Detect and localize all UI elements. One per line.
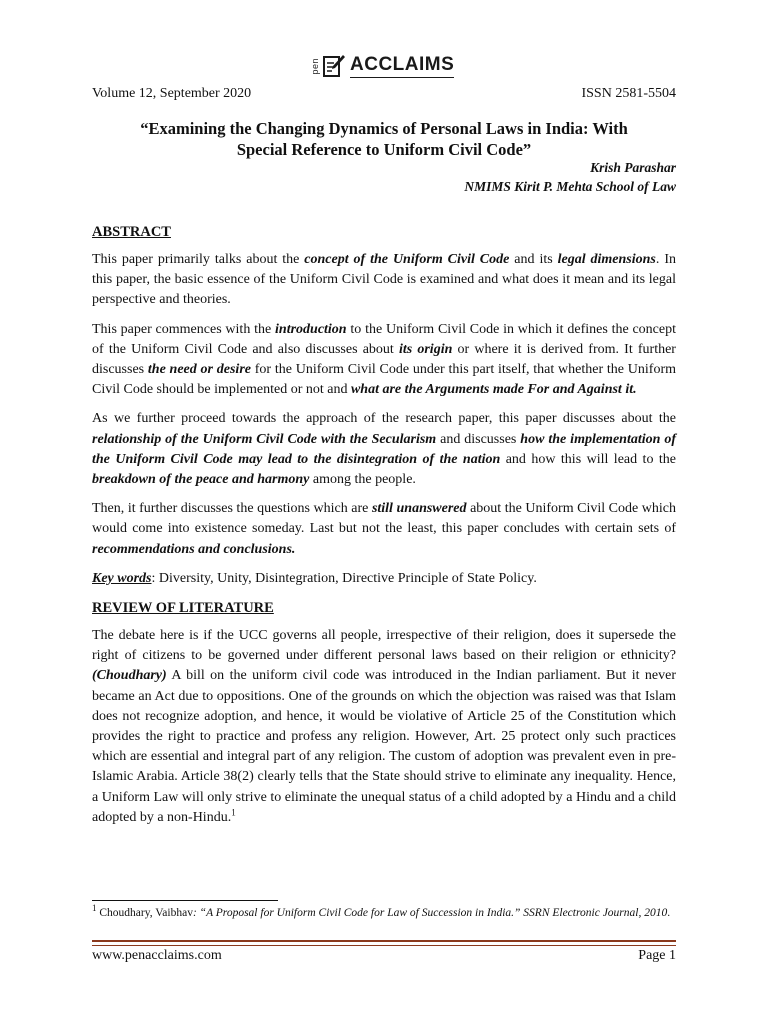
- title-line-2: Special Reference to Uniform Civil Code”: [236, 140, 532, 159]
- review-heading: REVIEW OF LITERATURE: [92, 600, 274, 617]
- issn-info: ISSN 2581-5504: [581, 86, 676, 101]
- keywords-label: Key words: [92, 570, 152, 586]
- journal-logo: [310, 48, 480, 84]
- footnote-number: 1: [92, 903, 97, 914]
- journal-meta: [92, 86, 676, 102]
- abstract-paragraph-3: As we further proceed towards the approach of the research paper, this paper discusses about the relationship of the Uniform Civil Code with the Secularism and discusses how the implementation of the Uniform Civil Code may lead to the disintegration of the nation and how this will lead to the breakdown of the peace and harmony among the people.: [92, 411, 676, 488]
- keywords-list: Diversity, Unity, Disintegration, Directive Principle of State Policy.: [155, 570, 537, 586]
- author-name: Krish Parashar: [590, 160, 676, 175]
- title-line-1: “Examining the Changing Dynamics of Personal Laws in India: With: [140, 119, 628, 138]
- footnote-citation: : “A Proposal for Uniform Civil Code for Law of Succession in India.” SSRN Electronic Journal, 2010: [192, 907, 668, 919]
- paper-body: [92, 222, 676, 837]
- logo-pen-text: pen: [310, 57, 320, 75]
- logo-brand-text: ACCLAIMS: [350, 55, 454, 78]
- footer-rule-thick: [92, 940, 676, 942]
- author-affiliation: NMIMS Kirit P. Mehta School of Law: [464, 179, 676, 194]
- abstract-paragraph-1: This paper primarily talks about the concept of the Uniform Civil Code and its legal dimensions. In this paper, the basic essence of the Uniform Civil Code is examined and what does it mean and its legal perspective and theories.: [92, 252, 676, 308]
- paper-title: [92, 118, 676, 160]
- keywords-line: Key words: Diversity, Unity, Disintegration, Directive Principle of State Policy.: [92, 570, 537, 586]
- author-block: [92, 158, 676, 196]
- footnote-ref-1[interactable]: 1: [231, 807, 236, 818]
- abstract-paragraph-2: This paper commences with the introduction to the Uniform Civil Code in which it defines the concept of the Uniform Civil Code and also discusses about its origin or where it is derived from. It further discusses the need or desire for the Uniform Civil Code under this part itself, that whether the Uniform Civil Code should be implemented or not and what are the Arguments made For and Against it.: [92, 321, 676, 398]
- footer-website-link[interactable]: www.penacclaims.com: [92, 948, 222, 963]
- citation-choudhary: (Choudhary): [92, 668, 167, 684]
- page-footer: [92, 948, 676, 964]
- abstract-paragraph-4: Then, it further discusses the questions which are still unanswered about the Uniform Civil Code which would come into existence someday. Last but not the least, this paper concludes with certain sets of recommendations and conclusions.: [92, 501, 676, 557]
- pen-paper-icon: [322, 53, 346, 79]
- footnote-divider: [92, 900, 278, 901]
- page-number: Page 1: [638, 948, 676, 963]
- footer-rule-thin: [92, 945, 676, 946]
- volume-info: Volume 12, September 2020: [92, 86, 252, 101]
- footnote-1: $^1$ Choudhary, Vaibhav: “A Proposal for Uniform Civil Code for Law of Succession in India.” SSRN Electronic Journal, 2010.: [92, 903, 671, 919]
- review-paragraph-1: The debate here is if the UCC governs all people, irrespective of their religion, does it supersede the right of citizens to be governed under different personal laws based on their religion or ethnicity? (Choudhary) A bill on the uniform civil code was introduced in the Indian parliament. But it never became an Act due to oppositions. One of the grounds on which the objection was raised was that Islam does not recognize adoption, and hence, it would be violative of Article 25 of the Constitution which provides the right to practice and profess any religion. However, Art. 25 protect only such practices which are essential and integral part of any religion. The custom of adoption was prevalent even in pre-Islamic Arabia. Article 38(2) clearly tells that the State should strive to eliminate any inequality. Hence, a Uniform Law will only strive to eliminate the unequal status of a child adopted by a Hindu and a child adopted by a non-Hindu.$^1$: [92, 628, 676, 825]
- abstract-heading: ABSTRACT: [92, 224, 171, 240]
